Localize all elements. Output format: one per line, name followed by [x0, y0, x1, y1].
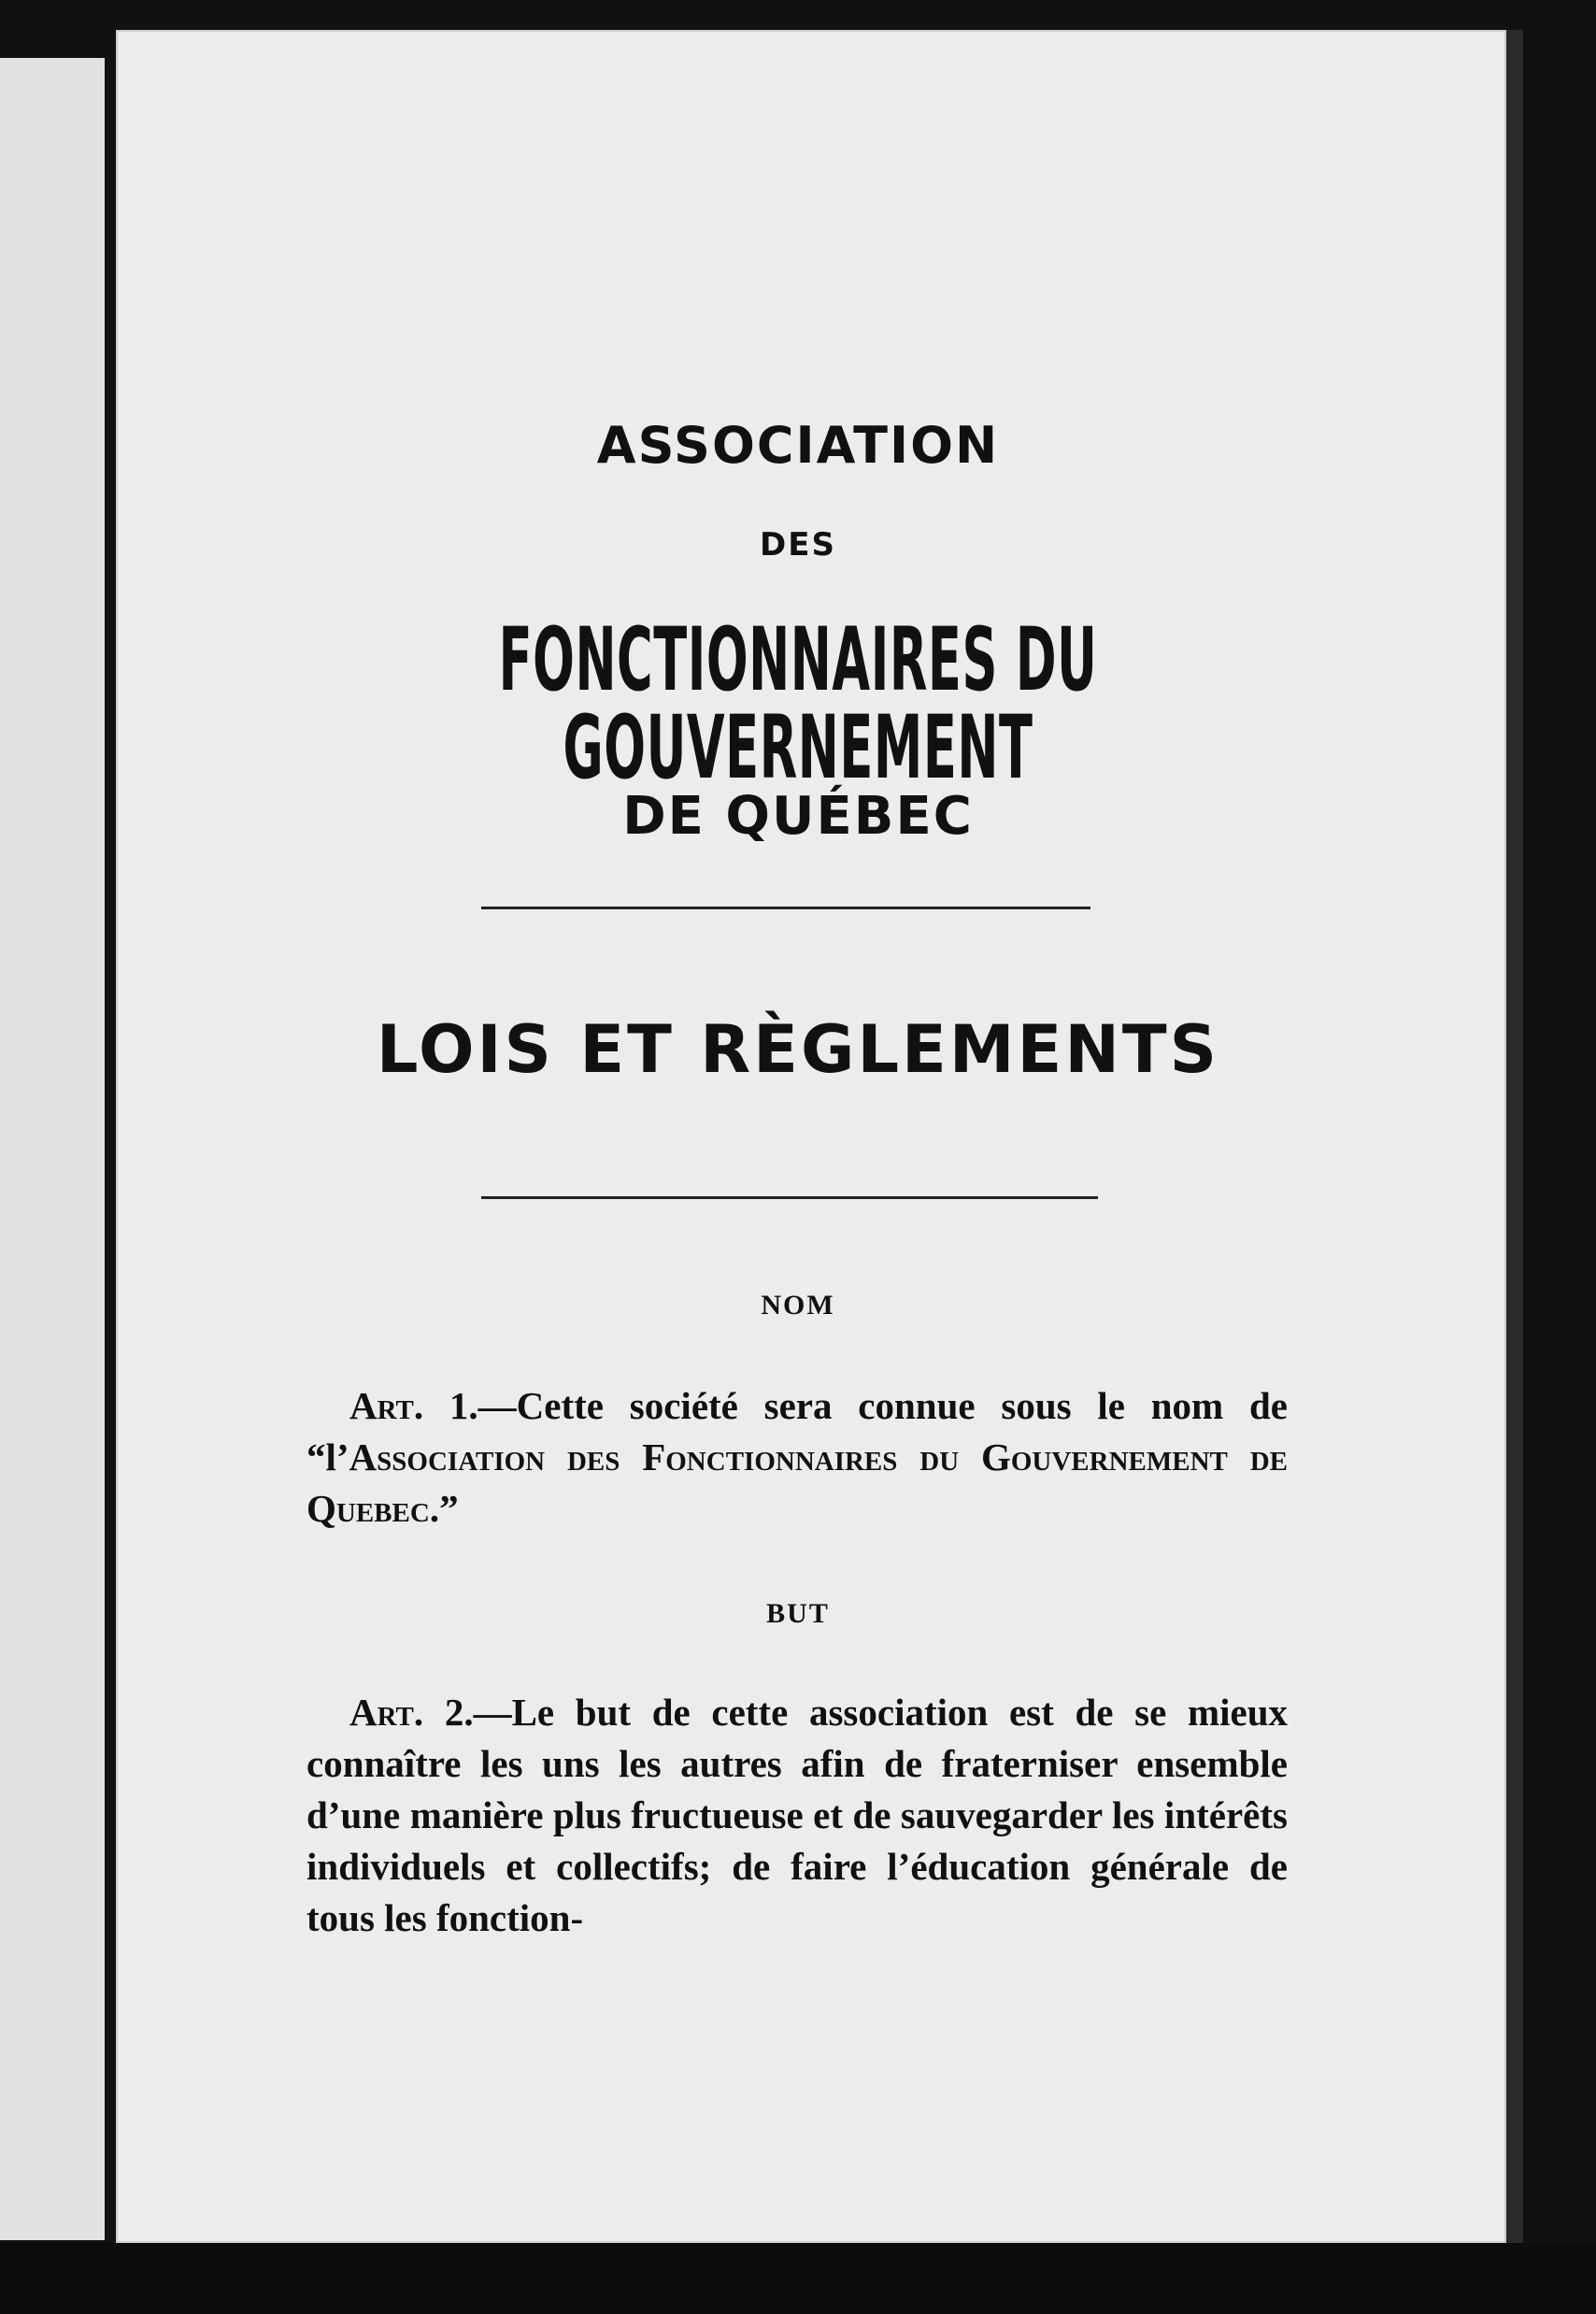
- article-label: Art.: [349, 1691, 424, 1734]
- section-heading-but: BUT: [766, 1598, 830, 1629]
- divider-rule-top: [481, 907, 1090, 909]
- article-2-text: —Le but de cette association est de se mieux connaître les uns les autres afin de fraterniser ensemble d’une manière plus fructueuse et de sauvegarder les intérêts individuels et collectifs; de faire l’éducation générale de tous les fonction-: [306, 1691, 1289, 1939]
- article-label: Art.: [349, 1384, 424, 1427]
- article-2-paragraph: [306, 1687, 1288, 1944]
- header-association: ASSOCIATION: [596, 416, 1000, 475]
- article-1-text-before: —Cette société sera connue sous le nom de “l’: [306, 1384, 1288, 1478]
- header-fonctionnaires: FONCTIONNAIRES DU GOUVERNEMENT: [498, 609, 1098, 799]
- header-de-quebec: DE QUÉBEC: [622, 786, 974, 847]
- article-1-paragraph: [306, 1380, 1288, 1535]
- section-heading-nom: NOM: [761, 1290, 835, 1321]
- header-des: DES: [760, 526, 836, 564]
- article-1-text-after: .”: [429, 1487, 459, 1530]
- page-right-edge: [1506, 30, 1523, 2243]
- document-title: LOIS ET RÈGLEMENTS: [376, 1011, 1220, 1088]
- previous-page-edge: [0, 58, 110, 2240]
- divider-rule-bottom: [481, 1196, 1098, 1199]
- association-name: Association des Fonctionnaires du Gouvernement de Quebec: [306, 1436, 1288, 1530]
- article-number: 1.: [449, 1384, 478, 1427]
- scan-bottom-border: [0, 2243, 1596, 2314]
- article-number: 2.: [444, 1691, 474, 1734]
